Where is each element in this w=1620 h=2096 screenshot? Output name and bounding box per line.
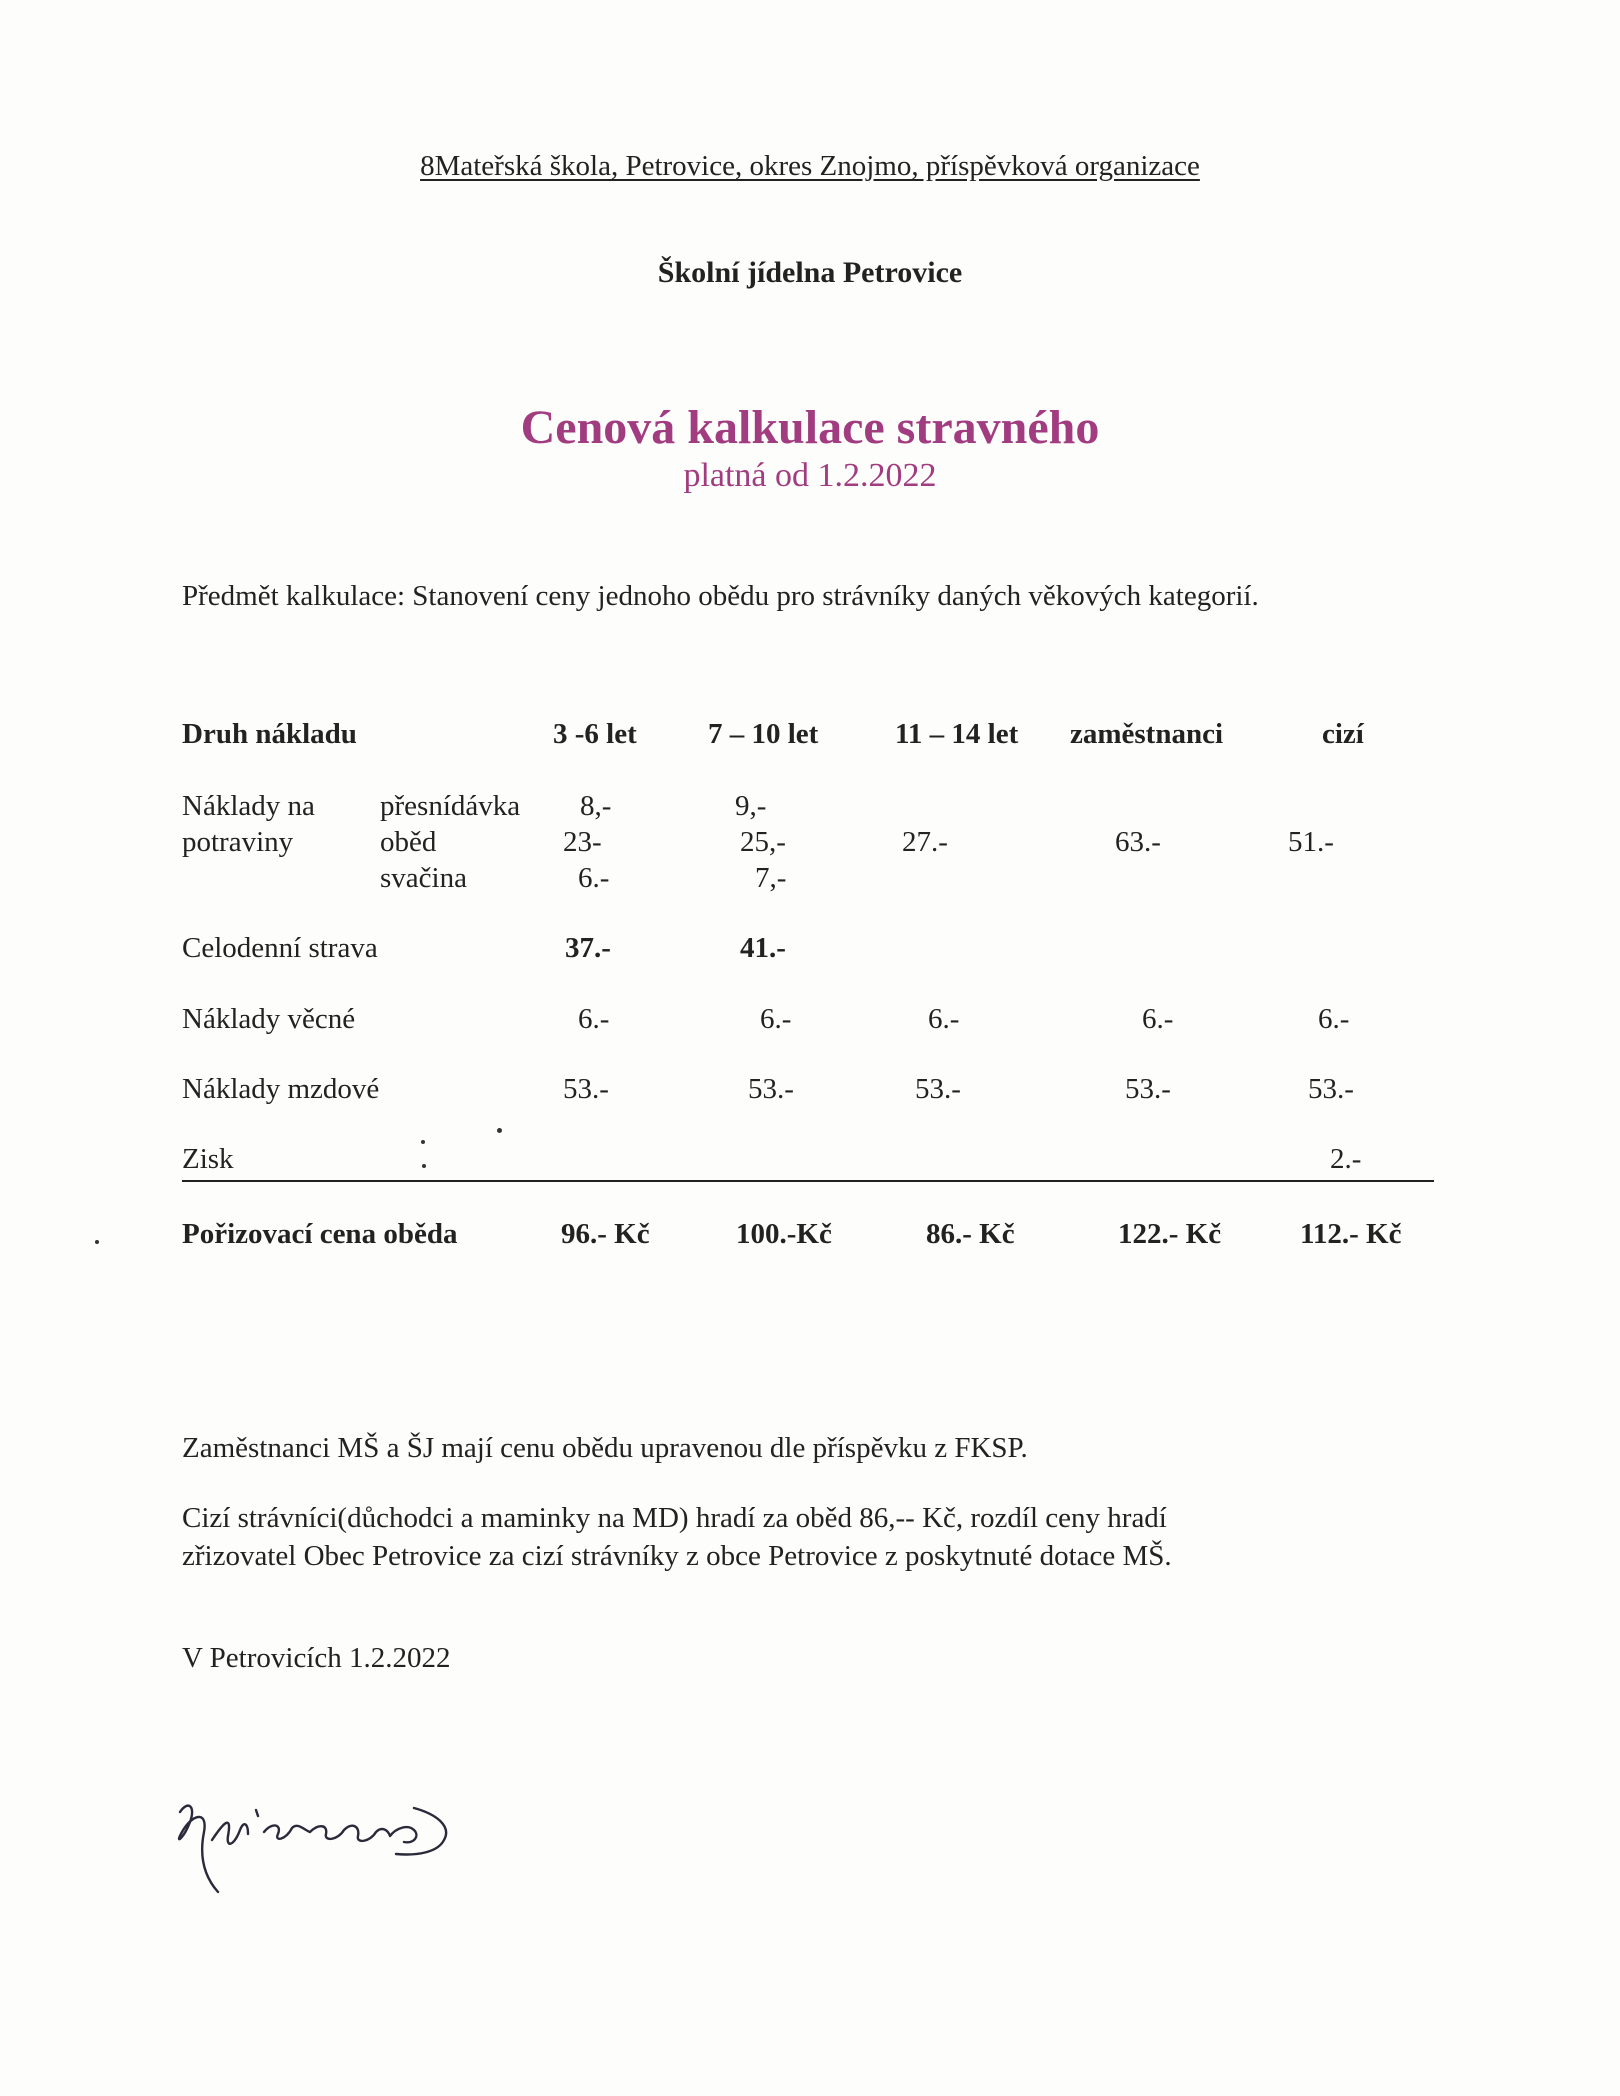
wages-11-14: 53.- (915, 1073, 961, 1105)
lunch-11-14: 27.- (902, 826, 948, 858)
snack-7-10: 9,- (735, 790, 767, 822)
fullday-3-6: 37.- (565, 932, 611, 964)
food-sub-lunch: oběd (380, 826, 437, 858)
wages-employees: 53.- (1125, 1073, 1171, 1105)
signature (168, 1770, 468, 1905)
calculation-subject: Předmět kalkulace: Stanovení ceny jednoho obědu pro strávníky daných věkových kategorií. (182, 580, 1259, 612)
afternoon-3-6: 6.- (578, 862, 610, 894)
header-age-7-10: 7 – 10 let (708, 718, 819, 750)
header-employees: zaměstnanci (1070, 718, 1224, 750)
material-11-14: 6.- (928, 1003, 960, 1035)
afternoon-7-10: 7,- (755, 862, 787, 894)
total-divider-line (182, 1180, 1434, 1182)
wages-3-6: 53.- (563, 1073, 609, 1105)
employee-note: Zaměstnanci MŠ a ŠJ mají cenu obědu upravenou dle příspěvku z FKSP. (182, 1432, 1028, 1464)
food-sub-afternoon: svačina (380, 862, 467, 894)
place-and-date: V Petrovicích 1.2.2022 (182, 1642, 451, 1674)
scan-speck (95, 1240, 99, 1244)
header-age-3-6: 3 -6 let (553, 718, 637, 750)
food-costs-label-line1: Náklady na (182, 790, 315, 822)
lunch-external: 51.- (1288, 826, 1334, 858)
total-3-6: 96.- Kč (561, 1218, 650, 1250)
lunch-7-10: 25,- (740, 826, 786, 858)
header-cost-type: Druh nákladu (182, 718, 357, 750)
fullday-7-10: 41.- (740, 932, 786, 964)
food-sub-snack: přesnídávka (380, 790, 521, 822)
profit-external: 2.- (1330, 1143, 1362, 1175)
header-external: cizí (1322, 718, 1364, 750)
total-label: Pořizovací cena oběda (182, 1218, 458, 1250)
total-7-10: 100.-Kč (736, 1218, 832, 1250)
wages-7-10: 53.- (748, 1073, 794, 1105)
header-age-11-14: 11 – 14 let (895, 718, 1019, 750)
total-11-14: 86.- Kč (926, 1218, 1015, 1250)
total-external: 112.- Kč (1300, 1218, 1402, 1250)
lunch-3-6: 23- (563, 826, 602, 858)
material-costs-label: Náklady věcné (182, 1003, 356, 1035)
material-external: 6.- (1318, 1003, 1350, 1035)
snack-3-6: 8,- (580, 790, 612, 822)
wage-costs-label: Náklady mzdové (182, 1073, 380, 1105)
scan-speck (421, 1140, 425, 1144)
document-title: Cenová kalkulace stravného (520, 401, 1100, 454)
organization-name: 8Mateřská škola, Petrovice, okres Znojmo, příspěvková organizace (420, 150, 1200, 182)
scan-speck (422, 1164, 426, 1168)
material-employees: 6.- (1142, 1003, 1174, 1035)
material-7-10: 6.- (760, 1003, 792, 1035)
external-note-line1: Cizí strávníci(důchodci a maminky na MD) hradí za oběd 86,-- Kč, rozdíl ceny hradí (182, 1502, 1167, 1534)
food-costs-label-line2: potraviny (182, 826, 294, 858)
fullday-label: Celodenní strava (182, 932, 378, 964)
total-employees: 122.- Kč (1118, 1218, 1222, 1250)
scan-speck (497, 1128, 502, 1133)
wages-external: 53.- (1308, 1073, 1354, 1105)
validity-date: platná od 1.2.2022 (683, 457, 937, 494)
material-3-6: 6.- (578, 1003, 610, 1035)
canteen-name: Školní jídelna Petrovice (657, 256, 963, 289)
lunch-employees: 63.- (1115, 826, 1161, 858)
external-note-line2: zřizovatel Obec Petrovice za cizí strávníky z obce Petrovice z poskytnuté dotace MŠ. (182, 1540, 1172, 1572)
profit-label: Zisk (182, 1143, 234, 1175)
